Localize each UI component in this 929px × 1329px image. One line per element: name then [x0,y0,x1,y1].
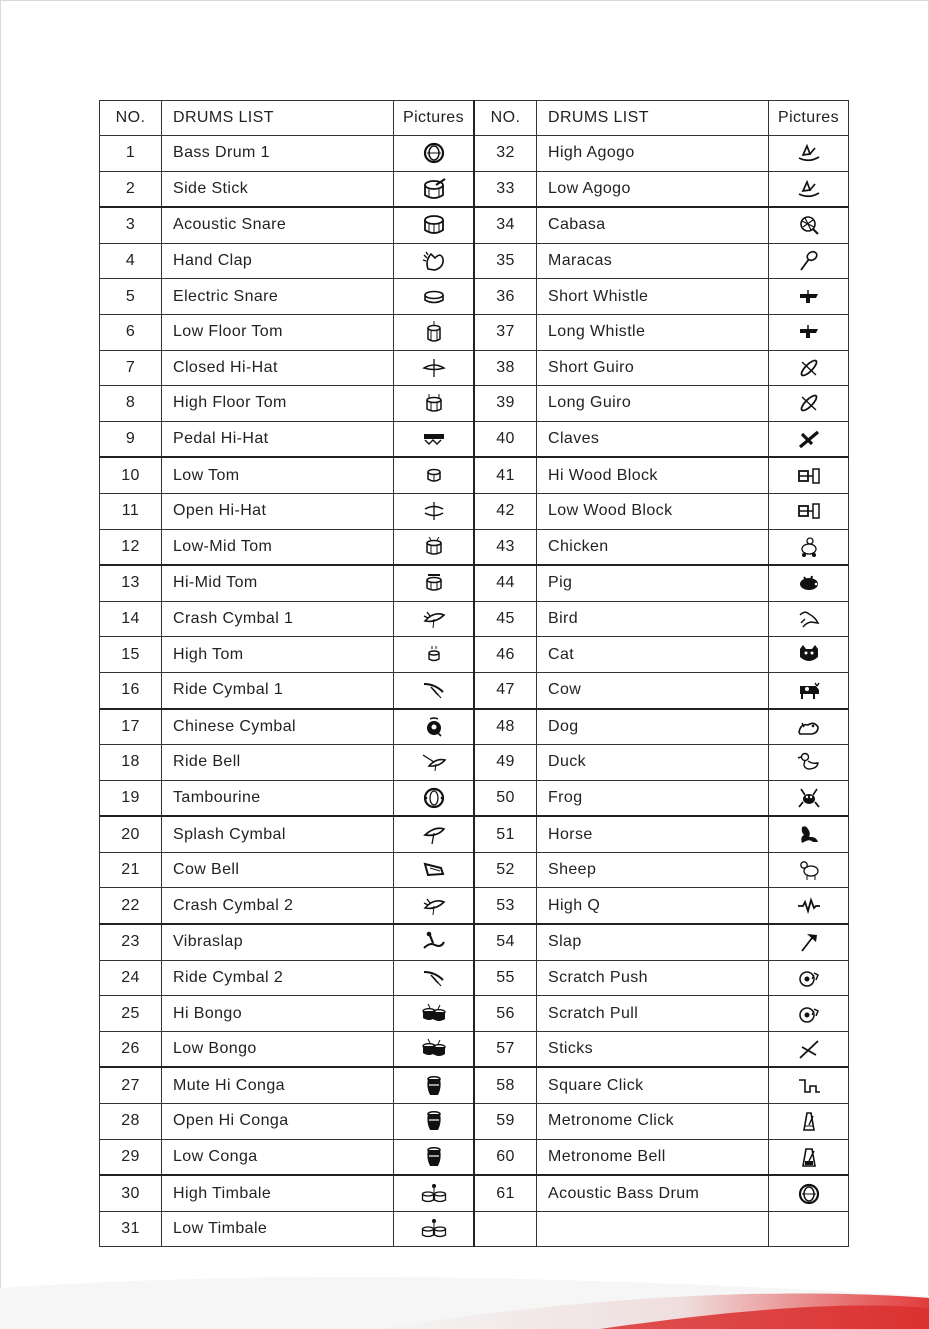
drum-name: Hand Clap [162,243,394,279]
drum-name: Acoustic Snare [162,207,394,243]
ride-cymbal-icon [421,966,447,990]
closed-hi-hat-icon [421,356,447,380]
drum-picture-cell [394,1211,475,1247]
table-row [100,493,849,529]
ride-bell-icon [421,750,447,774]
drum-name: Crash Cymbal 1 [162,601,394,637]
drum-name: Low Timbale [162,1211,394,1247]
drum-name: Low Conga [162,1139,394,1175]
table-row [100,1067,849,1103]
drum-number: 43 [474,529,537,565]
drum-number: 11 [100,493,162,529]
drum-number: 19 [100,780,162,816]
table-row [100,457,849,493]
conga-icon [421,1145,447,1169]
drum-name: Dog [537,709,769,745]
drum-picture-cell [769,529,849,565]
claves-icon [796,427,822,451]
drum-name: Cabasa [537,207,769,243]
drum-number: 34 [474,207,537,243]
crash-cymbal-icon [421,607,447,631]
drum-number: 42 [474,493,537,529]
drum-picture-cell [394,601,475,637]
table-row [100,996,849,1032]
drum-number: 60 [474,1139,537,1175]
drum-number: 1 [100,136,162,172]
scratch-icon [796,966,822,990]
drum-number: 47 [474,672,537,708]
drum-number: 29 [100,1139,162,1175]
sheep-icon [796,858,822,882]
drum-picture-cell [394,279,475,315]
table-row [100,1139,849,1175]
table-row [100,565,849,601]
drum-name: Pig [537,565,769,601]
table-row [100,960,849,996]
drum-number: 7 [100,350,162,386]
drum-name: Splash Cymbal [162,816,394,852]
drum-number: 57 [474,1031,537,1067]
drum-number: 13 [100,565,162,601]
table-row [100,637,849,673]
drum-name: Long Guiro [537,386,769,422]
drum-number: 30 [100,1175,162,1211]
chicken-icon [796,535,822,559]
drum-number: 55 [474,960,537,996]
table-row [100,816,849,852]
table-row [100,780,849,816]
drum-picture-cell [394,637,475,673]
drum-name: Open Hi-Hat [162,493,394,529]
drum-picture-cell [769,1175,849,1211]
drum-number: 16 [100,672,162,708]
drum-number: 52 [474,852,537,888]
drum-number: 12 [100,529,162,565]
drum-picture-cell [394,709,475,745]
drum-picture-cell [394,1067,475,1103]
pedal-hi-hat-icon [421,427,447,451]
table-row [100,279,849,315]
drum-name: Frog [537,780,769,816]
table-row [100,1104,849,1140]
drum-name [537,1211,769,1247]
ride-cymbal-icon [421,678,447,702]
chinese-cymbal-icon [421,715,447,739]
drum-picture-cell [769,672,849,708]
drum-name: Ride Cymbal 1 [162,672,394,708]
drum-picture-cell [769,493,849,529]
high-q-icon [796,894,822,918]
drum-number [474,1211,537,1247]
drum-name: Closed Hi-Hat [162,350,394,386]
drum-name: Bird [537,601,769,637]
header-drums-list: DRUMS LIST [537,101,769,136]
header-pictures: Pictures [769,101,849,136]
conga-icon [421,1074,447,1098]
cow-bell-icon [421,858,447,882]
drum-picture-cell [769,565,849,601]
drum-picture-cell [769,852,849,888]
conga-icon [421,1109,447,1133]
table-row [100,888,849,924]
drum-name: High Floor Tom [162,386,394,422]
bass-drum-icon [796,1182,822,1206]
drum-number: 5 [100,279,162,315]
drum-name: Cow Bell [162,852,394,888]
drum-name: Low-Mid Tom [162,529,394,565]
table-row [100,243,849,279]
drum-picture-cell [769,171,849,207]
drum-picture-cell [769,888,849,924]
table-row [100,350,849,386]
drum-picture-cell [769,1031,849,1067]
low-mid-tom-icon [421,535,447,559]
sticks-icon [796,1037,822,1061]
cabasa-icon [796,213,822,237]
drum-number: 61 [474,1175,537,1211]
drum-number: 44 [474,565,537,601]
wood-block-icon [796,464,822,488]
drum-name: Sheep [537,852,769,888]
header-drums-list: DRUMS LIST [162,101,394,136]
drum-name: Low Floor Tom [162,314,394,350]
cow-icon [796,678,822,702]
drum-picture-cell [769,637,849,673]
drum-picture-cell [769,745,849,781]
drum-picture-cell [394,1104,475,1140]
drum-picture-cell [769,996,849,1032]
drum-picture-cell [394,171,475,207]
drum-picture-cell [769,1104,849,1140]
drum-name: Metronome Bell [537,1139,769,1175]
horse-icon [796,823,822,847]
guiro-icon [796,391,822,415]
header-no: NO. [100,101,162,136]
drum-picture-cell [394,852,475,888]
drum-name: Sticks [537,1031,769,1067]
drum-name: Scratch Push [537,960,769,996]
drum-name: Hi Wood Block [537,457,769,493]
drum-number: 45 [474,601,537,637]
table-row [100,207,849,243]
drum-picture-cell [769,207,849,243]
table-row [100,1175,849,1211]
table-row [100,1031,849,1067]
electric-snare-icon [421,285,447,309]
drum-number: 46 [474,637,537,673]
drum-picture-cell [394,136,475,172]
table-row [100,709,849,745]
high-floor-tom-icon [421,391,447,415]
footer-decoration [0,1268,929,1329]
table-row [100,136,849,172]
drum-picture-cell [394,960,475,996]
bongo-icon [421,1002,447,1026]
table-row [100,421,849,457]
acoustic-snare-icon [421,213,447,237]
drum-number: 51 [474,816,537,852]
drum-number: 6 [100,314,162,350]
drum-name: Tambourine [162,780,394,816]
drum-name: Duck [537,745,769,781]
dog-icon [796,715,822,739]
drum-picture-cell [394,672,475,708]
drum-picture-cell [394,314,475,350]
drum-picture-cell [394,745,475,781]
bongo-icon [421,1037,447,1061]
splash-cymbal-icon [421,823,447,847]
table-row [100,852,849,888]
drum-name: Chicken [537,529,769,565]
table-row [100,672,849,708]
drum-number: 40 [474,421,537,457]
drum-name: High Agogo [537,136,769,172]
drum-number: 8 [100,386,162,422]
drum-picture-cell [394,888,475,924]
cat-icon [796,643,822,667]
drum-name: Vibraslap [162,924,394,960]
wood-block-icon [796,499,822,523]
drum-number: 32 [474,136,537,172]
drum-picture-cell [769,960,849,996]
frog-icon [796,786,822,810]
drum-number: 27 [100,1067,162,1103]
high-tom-icon [421,643,447,667]
agogo-icon [796,141,822,165]
drum-number: 17 [100,709,162,745]
drum-number: 14 [100,601,162,637]
drum-number: 54 [474,924,537,960]
drum-name: Hi Bongo [162,996,394,1032]
drum-picture-cell [769,1139,849,1175]
drum-name: Bass Drum 1 [162,136,394,172]
header-no: NO. [474,101,537,136]
drum-name: High Timbale [162,1175,394,1211]
drum-number: 53 [474,888,537,924]
drums-list-table [99,100,849,1247]
open-hi-hat-icon [421,499,447,523]
drum-picture-cell [394,1031,475,1067]
drum-picture-cell [769,1067,849,1103]
hi-mid-tom-icon [421,571,447,595]
drum-picture-cell [769,457,849,493]
drum-number: 48 [474,709,537,745]
drum-name: High Q [537,888,769,924]
drum-name: Short Whistle [537,279,769,315]
drum-name: Claves [537,421,769,457]
drum-name: Maracas [537,243,769,279]
drum-name: Square Click [537,1067,769,1103]
drum-picture-cell [769,924,849,960]
drum-picture-cell [394,996,475,1032]
whistle-icon [796,285,822,309]
crash-cymbal-icon [421,894,447,918]
bird-icon [796,607,822,631]
side-stick-icon [421,177,447,201]
timbale-icon [421,1217,447,1241]
low-floor-tom-icon [421,320,447,344]
table-row [100,314,849,350]
drum-name: Short Guiro [537,350,769,386]
drum-picture-cell [769,780,849,816]
drum-name: Low Bongo [162,1031,394,1067]
drum-picture-cell [769,243,849,279]
drum-name: Low Agogo [537,171,769,207]
drum-number: 22 [100,888,162,924]
drum-picture-cell [769,421,849,457]
metronome-bell-icon [796,1145,822,1169]
drum-number: 2 [100,171,162,207]
duck-icon [796,750,822,774]
drum-name: Open Hi Conga [162,1104,394,1140]
drum-name: Cat [537,637,769,673]
drum-picture-cell [769,709,849,745]
drum-name: Low Wood Block [537,493,769,529]
drum-name: Low Tom [162,457,394,493]
drum-name: Mute Hi Conga [162,1067,394,1103]
table-row [100,529,849,565]
drum-name: Cow [537,672,769,708]
drum-number: 35 [474,243,537,279]
drum-picture-cell [769,350,849,386]
drum-number: 15 [100,637,162,673]
drum-number: 20 [100,816,162,852]
slap-icon [796,930,822,954]
drum-picture-cell [394,421,475,457]
drum-picture-cell [769,279,849,315]
drum-number: 50 [474,780,537,816]
drum-number: 10 [100,457,162,493]
table-row [100,601,849,637]
agogo-icon [796,177,822,201]
low-tom-icon [421,464,447,488]
drum-name: Acoustic Bass Drum [537,1175,769,1211]
drum-picture-cell [394,350,475,386]
drum-number: 24 [100,960,162,996]
drum-picture-cell [394,243,475,279]
drum-picture-cell [769,386,849,422]
drum-name: High Tom [162,637,394,673]
drum-name: Slap [537,924,769,960]
guiro-icon [796,356,822,380]
table-row [100,745,849,781]
drum-number: 21 [100,852,162,888]
hand-clap-icon [421,249,447,273]
drum-number: 25 [100,996,162,1032]
drum-picture-cell [394,565,475,601]
drum-picture-cell [394,529,475,565]
drum-picture-cell [394,1139,475,1175]
drum-picture-cell [769,601,849,637]
drum-name: Pedal Hi-Hat [162,421,394,457]
drum-number: 38 [474,350,537,386]
drum-number: 37 [474,314,537,350]
drum-name: Hi-Mid Tom [162,565,394,601]
drum-number: 56 [474,996,537,1032]
drum-number: 9 [100,421,162,457]
drum-number: 36 [474,279,537,315]
drum-number: 41 [474,457,537,493]
drum-picture-cell [394,780,475,816]
drum-number: 39 [474,386,537,422]
drum-number: 58 [474,1067,537,1103]
tambourine-icon [421,786,447,810]
drum-number: 49 [474,745,537,781]
drum-number: 18 [100,745,162,781]
drum-name: Horse [537,816,769,852]
drum-name: Long Whistle [537,314,769,350]
scratch-icon [796,1002,822,1026]
bass-drum-icon [421,141,447,165]
drum-picture-cell [394,386,475,422]
drum-picture-cell [769,314,849,350]
drum-name: Crash Cymbal 2 [162,888,394,924]
drum-name: Ride Bell [162,745,394,781]
vibraslap-icon [421,930,447,954]
drum-name: Electric Snare [162,279,394,315]
drum-name: Scratch Pull [537,996,769,1032]
drum-picture-cell [394,493,475,529]
square-click-icon [796,1074,822,1098]
drum-number: 31 [100,1211,162,1247]
drum-picture-cell [394,1175,475,1211]
table-row [100,1211,849,1247]
drum-number: 4 [100,243,162,279]
whistle-icon [796,320,822,344]
drum-number: 59 [474,1104,537,1140]
table-row [100,924,849,960]
drum-picture-cell [394,924,475,960]
drum-picture-cell [769,136,849,172]
drum-picture-cell [769,1211,849,1247]
drum-number: 33 [474,171,537,207]
drum-number: 28 [100,1104,162,1140]
drum-name: Metronome Click [537,1104,769,1140]
maracas-icon [796,249,822,273]
drum-picture-cell [769,816,849,852]
drum-name: Chinese Cymbal [162,709,394,745]
drum-name: Side Stick [162,171,394,207]
header-pictures: Pictures [394,101,475,136]
drum-picture-cell [394,816,475,852]
drum-picture-cell [394,207,475,243]
drum-name: Ride Cymbal 2 [162,960,394,996]
pig-icon [796,571,822,595]
table-row [100,171,849,207]
drum-number: 23 [100,924,162,960]
metronome-icon [796,1109,822,1133]
drum-number: 3 [100,207,162,243]
drum-number: 26 [100,1031,162,1067]
table-header-row [100,101,849,136]
timbale-icon [421,1182,447,1206]
table-row [100,386,849,422]
drum-picture-cell [394,457,475,493]
